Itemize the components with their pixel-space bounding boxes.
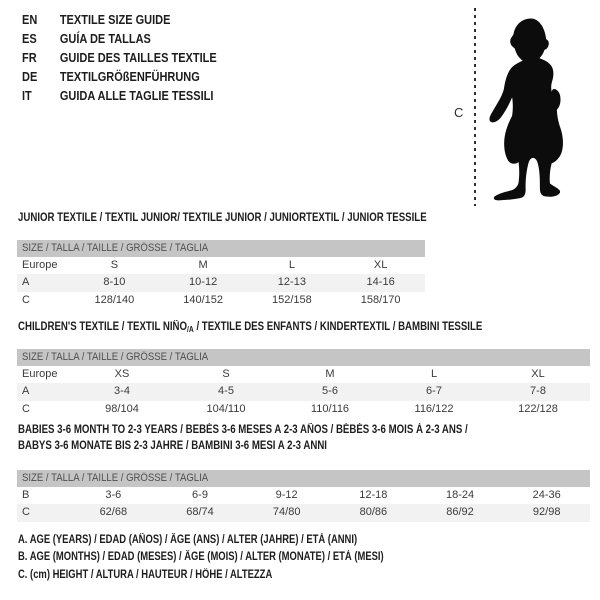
table-rows <box>17 487 590 522</box>
row-label: C <box>22 506 30 519</box>
language-row <box>22 30 217 49</box>
language-code: IT <box>22 89 32 103</box>
baby-silhouette-icon <box>486 2 596 212</box>
legend-notes <box>18 532 464 584</box>
table-cell: 128/140 <box>94 293 135 306</box>
table-cell: 62/68 <box>99 506 128 519</box>
table-cell: 122/128 <box>518 402 558 415</box>
row-label: C <box>22 293 30 306</box>
language-code: ES <box>22 32 37 46</box>
size-header-text: SIZE / TALLA / TAILLE / GRÖSSE / TAGLIA <box>22 351 209 363</box>
language-code: EN <box>22 13 38 27</box>
size-header-text: SIZE / TALLA / TAILLE / GRÖSSE / TAGLIA <box>22 242 209 254</box>
table-cell: 6-9 <box>192 489 208 501</box>
height-measure-label: C <box>454 105 464 120</box>
table-row <box>17 487 590 504</box>
language-row <box>22 11 217 30</box>
language-label: GUIDE DES TAILLES TEXTILE <box>59 51 217 65</box>
table-cell: XL <box>531 368 545 380</box>
table-row <box>17 274 425 291</box>
table-cell: 8-10 <box>103 276 126 289</box>
size-header-bar <box>17 240 425 257</box>
table-cell: 9-12 <box>275 489 298 501</box>
size-header-bar <box>17 470 590 487</box>
row-label: A <box>22 276 30 289</box>
table-row <box>17 257 425 274</box>
title-text: CHILDREN'S TEXTILE / TEXTIL NIÑO <box>18 321 188 333</box>
table-cell: 7-8 <box>530 385 546 398</box>
table-cell: S <box>110 259 119 271</box>
table-title-line <box>18 439 468 455</box>
table-cell: M <box>198 259 208 271</box>
table-babies <box>17 470 590 522</box>
row-label: Europe <box>22 259 58 271</box>
table-cell: L <box>288 259 295 271</box>
title-subscript: /A <box>187 325 194 334</box>
row-label: A <box>22 385 30 398</box>
table-cell: 3-4 <box>114 385 130 398</box>
table-title-junior <box>18 211 427 227</box>
table-cell: 14-16 <box>366 276 395 289</box>
table-cell: 24-36 <box>532 489 561 501</box>
table-title-children <box>18 320 482 338</box>
table-title-line <box>18 320 482 338</box>
table-cell: 12-13 <box>277 276 306 289</box>
table-cell: 74/80 <box>272 506 301 519</box>
table-cell: 3-6 <box>105 489 122 501</box>
row-label: B <box>22 489 30 501</box>
table-cell: M <box>325 368 335 380</box>
row-label: Europe <box>22 368 58 380</box>
table-cell: 98/104 <box>105 402 139 415</box>
size-header-text: SIZE / TALLA / TAILLE / GRÖSSE / TAGLIA <box>22 472 209 484</box>
title-text: BABIES 3-6 MONTH TO 2-3 YEARS / BEBÉS 3-6 MESES A 2-3 AÑOS / BÉBÉS 3-6 MOIS À 2-3 ANS / <box>18 424 468 436</box>
table-children <box>17 349 590 418</box>
table-cell: 80/86 <box>359 506 388 519</box>
table-title-line <box>18 211 427 227</box>
table-title-line <box>18 423 468 439</box>
table-cell: 5-6 <box>322 385 338 398</box>
table-rows <box>17 366 590 418</box>
language-label: TEXTILGRÖßENFÜHRUNG <box>59 70 200 84</box>
language-row <box>22 68 217 87</box>
language-label: TEXTILE SIZE GUIDE <box>59 13 171 27</box>
table-cell: 116/122 <box>414 402 454 415</box>
language-guide <box>22 11 243 106</box>
note-line: A. AGE (YEARS) / EDAD (AÑOS) / ÂGE (ANS) / ALTER (JAHRE) / ETÀ (ANNI) <box>18 534 358 546</box>
table-cell: 12-18 <box>359 489 388 501</box>
table-cell: 86/92 <box>446 506 474 519</box>
table-cell: 158/170 <box>360 293 401 306</box>
title-text: JUNIOR TEXTILE / TEXTIL JUNIOR/ TEXTILE JUNIOR / JUNIORTEXTIL / JUNIOR TESSILE <box>18 212 427 224</box>
table-cell: 4-5 <box>218 385 234 398</box>
table-cell: S <box>222 368 230 380</box>
row-label: C <box>22 402 30 415</box>
height-measure-line <box>474 8 476 206</box>
language-row <box>22 87 217 106</box>
table-cell: XL <box>373 259 388 271</box>
table-cell: 18-24 <box>445 489 475 501</box>
table-rows <box>17 257 425 309</box>
table-row <box>17 401 590 418</box>
table-cell: L <box>430 368 438 380</box>
note-line: B. AGE (MONTHS) / EDAD (MESES) / ÂGE (MOIS) / ALTER (MONATE) / ETÀ (MESI) <box>18 551 384 564</box>
table-cell: 104/110 <box>206 402 246 415</box>
table-cell: 68/74 <box>186 506 214 519</box>
title-text: / TEXTILE DES ENFANTS / KINDERTEXTIL / BAMBINI TESSILE <box>193 321 483 333</box>
table-cell: 10-12 <box>189 276 218 289</box>
table-cell: 6-7 <box>426 385 442 398</box>
note-line: C. (cm) HEIGHT / ALTURA / HAUTEUR / HÖHE / ALTEZZA <box>18 568 273 581</box>
language-code: FR <box>22 51 37 65</box>
language-code: DE <box>22 70 38 84</box>
table-cell: 92/98 <box>532 506 561 519</box>
table-junior <box>17 240 425 309</box>
language-label: GUIDA ALLE TAGLIE TESSILI <box>59 89 214 103</box>
table-row <box>17 383 590 400</box>
table-cell: 110/116 <box>310 402 350 415</box>
table-title-babies <box>18 423 468 454</box>
table-cell: 140/152 <box>183 293 223 306</box>
size-header-bar <box>17 349 590 366</box>
table-cell: 152/158 <box>271 293 312 306</box>
language-row <box>22 49 217 68</box>
language-label: GUÍA DE TALLAS <box>59 32 151 46</box>
table-row <box>17 504 590 521</box>
table-row <box>17 366 590 383</box>
table-row <box>17 292 425 309</box>
title-text: BABYS 3-6 MONATE BIS 2-3 JAHRE / BAMBINI 3-6 MESI A 2-3 ANNI <box>18 439 327 452</box>
table-cell: XS <box>114 368 130 380</box>
